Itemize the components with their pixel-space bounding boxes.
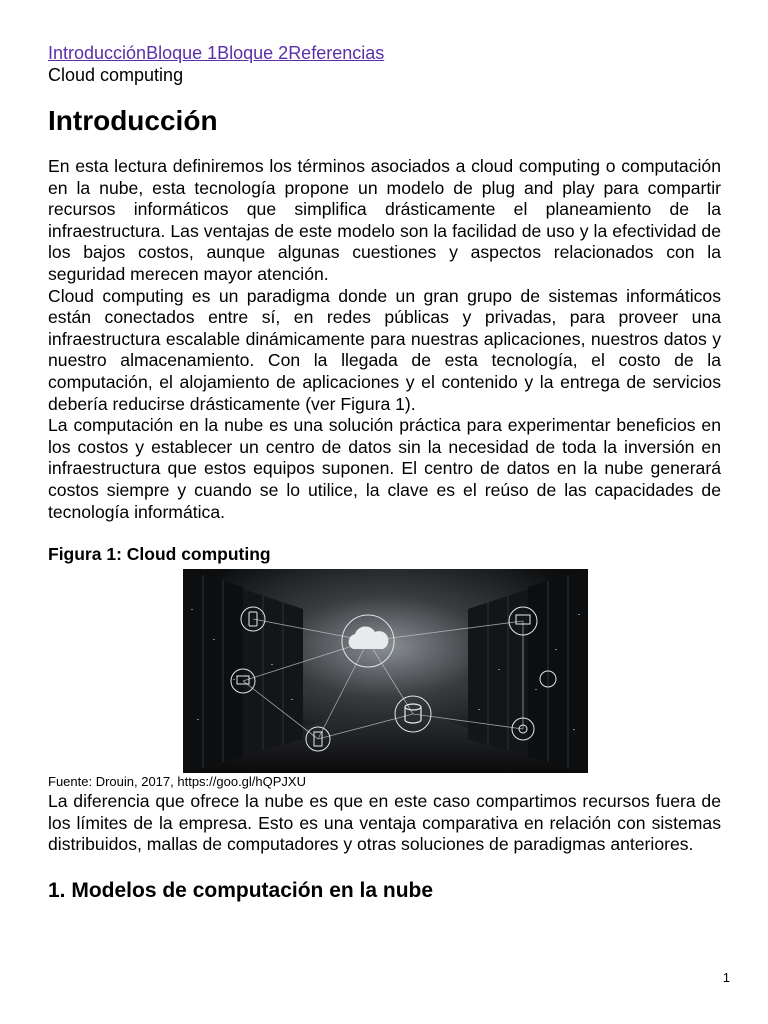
page-number: 1: [722, 970, 730, 985]
cloud-datacenter-image: [183, 569, 588, 773]
paragraph-4: La diferencia que ofrece la nube es que en este caso compartimos recursos fuera de los límites de la empresa. Esto es una ventaja comparativa en relación con sistemas distribuidos, mallas de computadores y otras soluciones de paradigmas anteriores.: [48, 791, 721, 855]
nav-link-bloque-2[interactable]: Bloque 2: [217, 43, 289, 63]
nav-link-introduccion[interactable]: Introducción: [48, 43, 147, 63]
document-page: [48, 42, 721, 904]
top-nav: [48, 42, 721, 64]
document-subtitle: Cloud computing: [48, 65, 184, 85]
figure-source: Fuente: Drouin, 2017, https://goo.gl/hQPJXU: [48, 774, 306, 790]
figure-title: Figura 1: Cloud computing: [48, 544, 271, 565]
paragraph-3: La computación en la nube es una solución práctica para experimentar beneficios en los costos y establecer un centro de datos sin la necesidad de toda la inversión en infraestructura que estos equipos suponen. El centro de datos en la nube generará costos siempre y cuando se lo utilice, la clave es el reúso de las capacidades de tecnología informática.: [48, 415, 721, 522]
paragraph-1: En esta lectura definiremos los términos asociados a cloud computing o computación en la nube, esta tecnología propone un modelo de plug and play para compartir recursos informáticos que simplifica drásticamente el planeamiento de la infraestructura. Las ventajas de este modelo son la facilidad de uso y la efectividad de los bajos costos, aunque algunas cuestiones y aspectos relacionados con la seguridad merecen mayor atención.: [48, 156, 721, 284]
nav-link-bloque-1[interactable]: Bloque 1: [146, 43, 218, 63]
page-title: Introducción: [48, 105, 218, 136]
paragraph-2: Cloud computing es un paradigma donde un gran grupo de sistemas informáticos están conectados entre sí, en redes públicas y privadas, para proveer una infraestructura escalable dinámicamente para nuestras aplicaciones, nuestros datos y nuestro almacenamiento. Con la llegada de esta tecnología, el costo de la computación, el alojamiento de aplicaciones y el contenido y la entrega de servicios debería reducirse drásticamente (ver Figura 1).: [48, 285, 721, 414]
section-heading: 1. Modelos de computación en la nube: [48, 878, 434, 902]
nav-link-referencias[interactable]: Referencias: [288, 43, 385, 63]
